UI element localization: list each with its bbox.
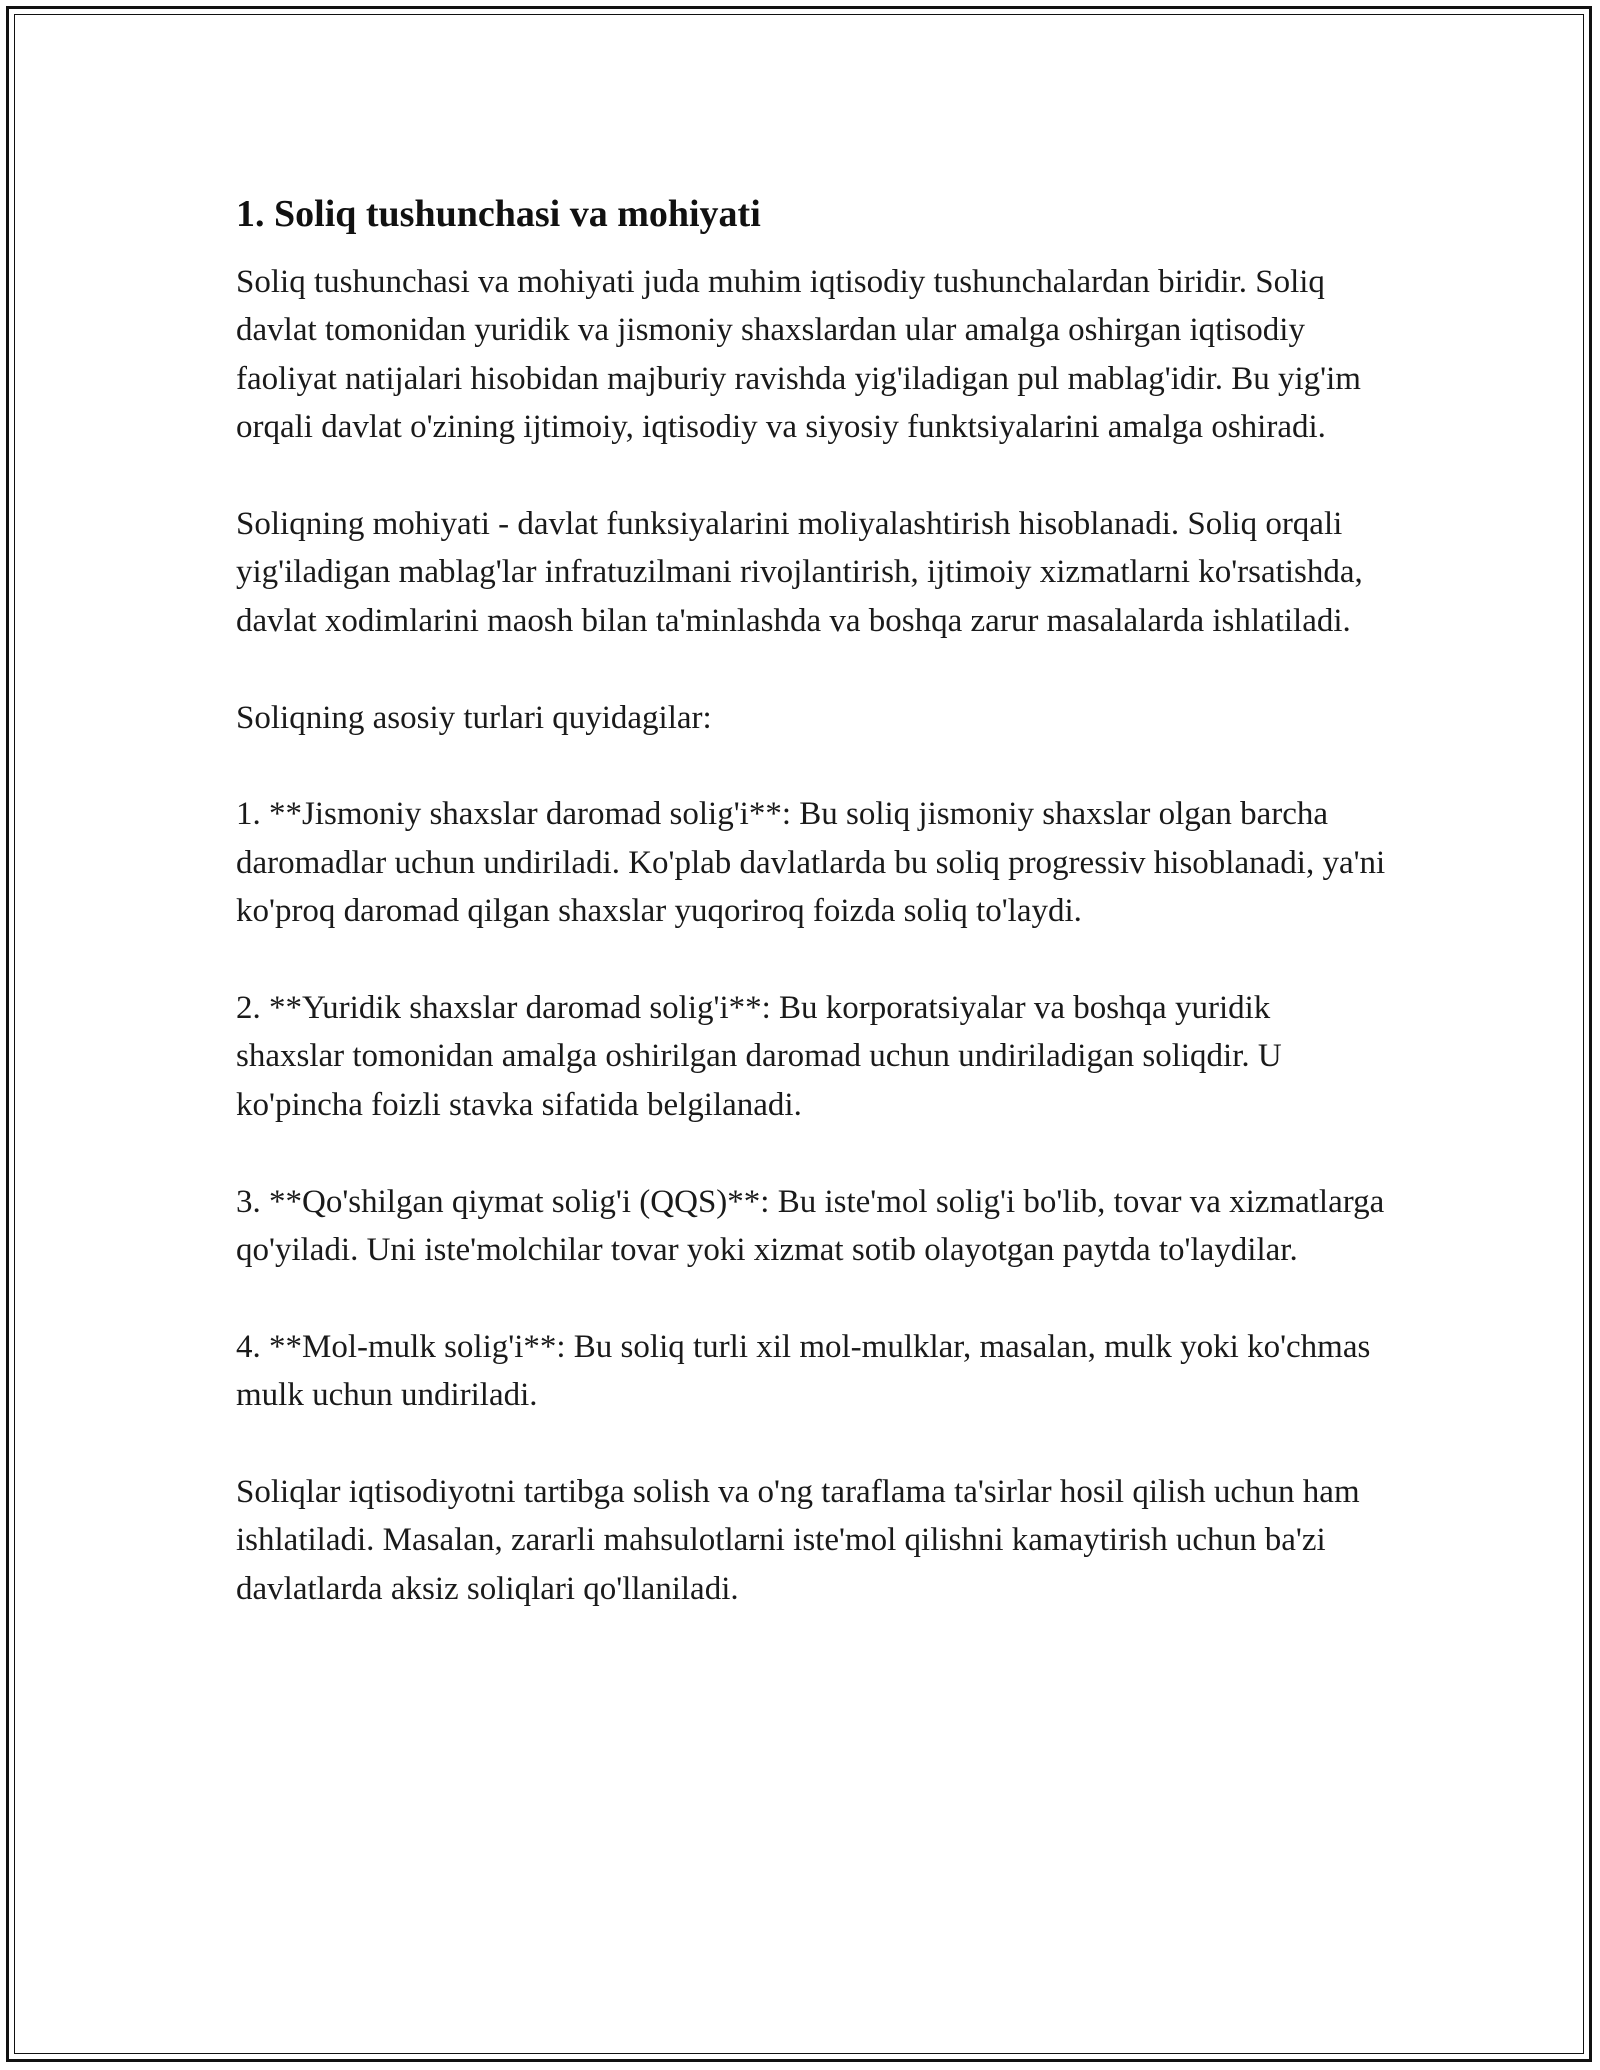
- paragraph-types-heading: Soliqning asosiy turlari quyidagilar:: [236, 699, 712, 736]
- document-title: 1. Soliq tushunchasi va mohiyati: [236, 193, 761, 235]
- document-body: [236, 188, 1386, 1613]
- paragraph-intro: Soliq tushunchasi va mohiyati juda muhim iqtisodiy tushunchalardan biridir. Soliq davlat tomonidan yuridik va jismoniy shaxslardan ular amalga oshirgan iqtisodiy faoliyat natijalari hisobidan majburiy ravishda yig'iladigan pul mablag'idir. Bu yig'im orqali davlat o'zining ijtimoiy, iqtisodiy va siyosiy funktsiyalarini amalga oshiradi.: [236, 264, 1361, 446]
- paragraph-personal-income-tax: 1. **Jismoniy shaxslar daromad solig'i**: Bu soliq jismoniy shaxslar olgan barcha daromadlar uchun undiriladi. Ko'plab davlatlarda bu soliq progressiv hisoblanadi, ya'ni ko'proq daromad qilgan shaxslar yuqoriroq foizda soliq to'laydi.: [236, 796, 1386, 930]
- paragraph-essence: Soliqning mohiyati - davlat funksiyalarini moliyalashtirish hisoblanadi. Soliq orqali yig'iladigan mablag'lar infratuzilmani rivojlantirish, ijtimoiy xizmatlarni ko'rsatishda, davlat xodimlarini maosh bilan ta'minlashda va boshqa zarur masalalarda ishlatiladi.: [236, 506, 1363, 639]
- paragraph-corporate-income-tax: 2. **Yuridik shaxslar daromad solig'i**: Bu korporatsiyalar va boshqa yuridik shaxslar tomonidan amalga oshirilgan daromad uchun undiriladigan soliqdir. U ko'pincha foizli stavka sifatida belgilanadi.: [236, 990, 1282, 1123]
- paragraph-vat: 3. **Qo'shilgan qiymat solig'i (QQS)**: Bu iste'mol solig'i bo'lib, tovar va xizmatlarga qo'yiladi. Uni iste'molchilar tovar yoki xizmat sotib olayotgan paytda to'laydilar.: [236, 1183, 1385, 1269]
- paragraph-property-tax: 4. **Mol-mulk solig'i**: Bu soliq turli xil mol-mulklar, masalan, mulk yoki ko'chmas mulk uchun undiriladi.: [236, 1328, 1371, 1414]
- paragraph-conclusion: Soliqlar iqtisodiyotni tartibga solish va o'ng taraflama ta'sirlar hosil qilish uchun ham ishlatiladi. Masalan, zararli mahsulotlarni iste'mol qilishni kamaytirish uchun ba'zi davlatlarda aksiz soliqlari qo'llaniladi.: [236, 1474, 1360, 1607]
